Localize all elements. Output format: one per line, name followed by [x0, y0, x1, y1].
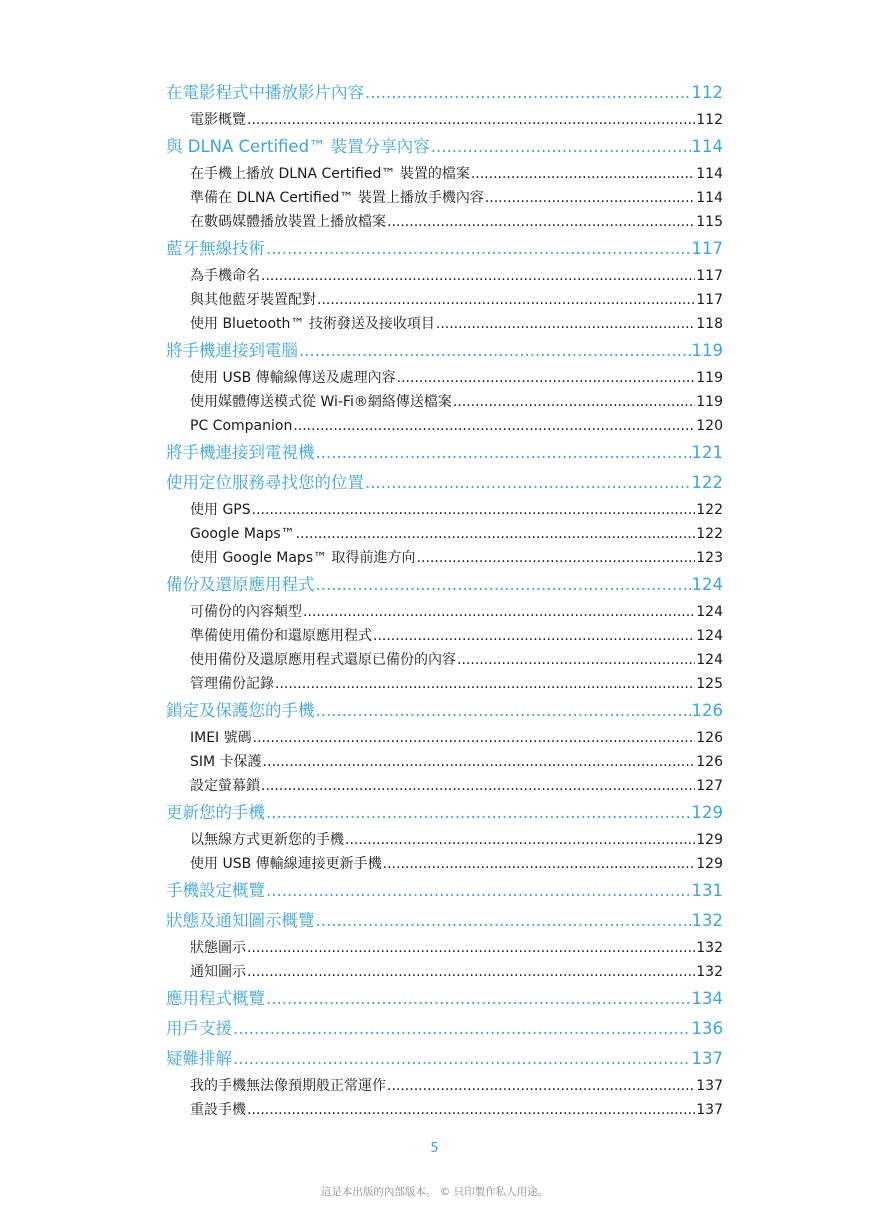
toc-section-page: 131: [691, 881, 723, 900]
toc-subsection-title: 使用備份及還原應用程式還原已備份的內容: [190, 652, 456, 668]
dot-leader: [365, 78, 691, 108]
toc-subsection-entry[interactable]: [0, 600, 723, 624]
toc-subsection-title: 使用媒體傳送模式從 Wi-Fi®網絡傳送檔案: [190, 394, 452, 410]
toc-subsection-entry[interactable]: [0, 750, 723, 774]
toc-subsection-title: 在數碼媒體播放裝置上播放檔案: [190, 214, 386, 230]
toc-subsection-page: 129: [696, 856, 723, 872]
toc-subsection-page: 124: [696, 652, 723, 668]
dot-leader: [266, 876, 691, 906]
toc-section-entry[interactable]: [0, 1014, 723, 1044]
toc-subsection-entry[interactable]: [0, 648, 723, 672]
toc-section-entry[interactable]: [0, 984, 723, 1014]
dot-leader: [233, 1044, 691, 1074]
toc-subsection-entry[interactable]: [0, 1074, 723, 1098]
toc-section-title: 備份及還原應用程式: [166, 575, 315, 594]
toc-subsection-title: 準備使用備份和還原應用程式: [190, 628, 372, 644]
toc-section-entry[interactable]: [0, 78, 723, 108]
dot-leader: [252, 498, 696, 522]
toc-subsection-title: 管理備份記錄: [190, 676, 274, 692]
toc-section-title: 與 DLNA Certified™ 裝置分享內容: [166, 137, 430, 156]
dot-leader: [383, 852, 696, 876]
toc-section-title: 疑難排解: [166, 1049, 232, 1068]
dot-leader: [387, 210, 695, 234]
toc-section-entry[interactable]: [0, 798, 723, 828]
toc-section-page: 132: [691, 911, 723, 930]
toc-subsection-page: 122: [696, 502, 723, 518]
toc-subsection-title: 為手機命名: [190, 268, 260, 284]
toc-section-page: 129: [691, 803, 723, 822]
toc-subsection-page: 127: [696, 778, 723, 794]
toc-subsection-entry[interactable]: [0, 414, 723, 438]
toc-section-page: 117: [691, 239, 723, 258]
toc-subsection-page: 132: [696, 940, 723, 956]
dot-leader: [299, 336, 691, 366]
toc-subsection-title: 電影概覽: [190, 112, 246, 128]
toc-subsection-page: 114: [696, 166, 723, 182]
toc-subsection-page: 117: [696, 292, 723, 308]
toc-subsection-page: 124: [696, 604, 723, 620]
toc-section-title: 鎖定及保護您的手機: [166, 701, 315, 720]
dot-leader: [457, 648, 695, 672]
toc-subsection-entry[interactable]: [0, 936, 723, 960]
toc-section-page: 112: [691, 83, 723, 102]
toc-section-title: 在電影程式中播放影片內容: [166, 83, 364, 102]
dot-leader: [316, 906, 691, 936]
dot-leader: [316, 438, 691, 468]
toc-section-page: 126: [691, 701, 723, 720]
toc-subsection-entry[interactable]: [0, 210, 723, 234]
toc-subsection-title: 重設手機: [190, 1102, 246, 1118]
toc-section-title: 用戶支援: [166, 1019, 232, 1038]
dot-leader: [317, 288, 695, 312]
toc-section-page: 136: [691, 1019, 723, 1038]
toc-subsection-title: 與其他藍牙裝置配對: [190, 292, 316, 308]
toc-subsection-page: 115: [696, 214, 723, 230]
toc-subsection-title: 使用 USB 傳輸線連接更新手機: [190, 856, 382, 872]
toc-subsection-title: 使用 Bluetooth™ 技術發送及接收項目: [190, 316, 435, 332]
dot-leader: [316, 570, 691, 600]
toc-subsection-page: 123: [696, 550, 723, 566]
dot-leader: [247, 936, 695, 960]
toc-subsection-title: 我的手機無法像預期般正常運作: [190, 1078, 386, 1094]
toc-section-page: 122: [691, 473, 723, 492]
toc-subsection-entry[interactable]: [0, 726, 723, 750]
toc-subsection-entry[interactable]: [0, 960, 723, 984]
toc-section-entry[interactable]: [0, 234, 723, 264]
toc-subsection-entry[interactable]: [0, 498, 723, 522]
toc-section-title: 手機設定概覽: [166, 881, 265, 900]
footer-note: 這是本出版的內部版本。 © 只印製作私人用途。: [320, 1186, 549, 1198]
toc-section-title: 更新您的手機: [166, 803, 265, 822]
toc-section-entry[interactable]: [0, 876, 723, 906]
toc-section-entry[interactable]: [0, 468, 723, 498]
toc-section-page: 119: [691, 341, 723, 360]
table-of-contents: [0, 78, 869, 1122]
toc-subsection-title: Google Maps™: [190, 526, 295, 542]
toc-subsection-title: IMEI 號碼: [190, 730, 252, 746]
dot-leader: [293, 414, 695, 438]
dot-leader: [266, 234, 691, 264]
toc-subsection-entry[interactable]: [0, 522, 723, 546]
dot-leader: [253, 726, 696, 750]
toc-subsection-entry[interactable]: [0, 312, 723, 336]
toc-section-entry[interactable]: [0, 1044, 723, 1074]
toc-subsection-page: 129: [696, 832, 723, 848]
dot-leader: [485, 186, 695, 210]
dot-leader: [296, 522, 696, 546]
toc-section-page: 114: [691, 137, 723, 156]
toc-subsection-title: 使用 GPS: [190, 502, 251, 518]
toc-subsection-page: 122: [696, 526, 723, 542]
toc-subsection-page: 137: [696, 1078, 723, 1094]
toc-subsection-title: 在手機上播放 DLNA Certified™ 裝置的檔案: [190, 166, 470, 182]
dot-leader: [266, 984, 691, 1014]
toc-section-title: 將手機連接到電視機: [166, 443, 315, 462]
toc-subsection-page: 137: [696, 1102, 723, 1118]
toc-section-entry[interactable]: [0, 696, 723, 726]
dot-leader: [233, 1014, 691, 1044]
dot-leader: [397, 366, 696, 390]
dot-leader: [345, 828, 695, 852]
dot-leader: [247, 108, 695, 132]
toc-subsection-entry[interactable]: [0, 390, 723, 414]
dot-leader: [387, 1074, 695, 1098]
dot-leader: [365, 468, 691, 498]
toc-subsection-title: SIM 卡保護: [190, 754, 262, 770]
toc-section-page: 134: [691, 989, 723, 1008]
toc-subsection-entry[interactable]: [0, 774, 723, 798]
toc-subsection-title: 使用 Google Maps™ 取得前進方向: [190, 550, 416, 566]
toc-section-title: 使用定位服務尋找您的位置: [166, 473, 364, 492]
dot-leader: [275, 672, 695, 696]
dot-leader: [436, 312, 695, 336]
dot-leader: [373, 624, 695, 648]
toc-section-title: 將手機連接到電腦: [166, 341, 298, 360]
toc-section-entry[interactable]: [0, 336, 723, 366]
toc-subsection-entry[interactable]: [0, 1098, 723, 1122]
toc-subsection-page: 132: [696, 964, 723, 980]
toc-subsection-entry[interactable]: [0, 366, 723, 390]
toc-subsection-entry[interactable]: [0, 624, 723, 648]
dot-leader: [266, 798, 691, 828]
toc-subsection-page: 119: [696, 370, 723, 386]
toc-subsection-title: 準備在 DLNA Certified™ 裝置上播放手機內容: [190, 190, 484, 206]
toc-subsection-entry[interactable]: [0, 186, 723, 210]
toc-section-title: 應用程式概覽: [166, 989, 265, 1008]
toc-subsection-page: 119: [696, 394, 723, 410]
dot-leader: [247, 960, 695, 984]
toc-section-title: 狀態及通知圖示概覽: [166, 911, 315, 930]
toc-section-entry[interactable]: [0, 570, 723, 600]
dot-leader: [431, 132, 691, 162]
dot-leader: [471, 162, 695, 186]
toc-subsection-title: 以無線方式更新您的手機: [190, 832, 344, 848]
toc-subsection-page: 124: [696, 628, 723, 644]
toc-section-entry[interactable]: [0, 132, 723, 162]
page-number: 5: [430, 1141, 439, 1156]
toc-subsection-page: 112: [696, 112, 723, 128]
toc-subsection-entry[interactable]: [0, 162, 723, 186]
toc-section-entry[interactable]: [0, 906, 723, 936]
toc-subsection-entry[interactable]: [0, 672, 723, 696]
dot-leader: [261, 774, 695, 798]
dot-leader: [247, 1098, 695, 1122]
dot-leader: [453, 390, 695, 414]
toc-subsection-page: 126: [696, 754, 723, 770]
toc-subsection-title: 可備份的內容類型: [190, 604, 302, 620]
toc-subsection-title: 通知圖示: [190, 964, 246, 980]
toc-section-page: 121: [691, 443, 723, 462]
toc-subsection-page: 118: [696, 316, 723, 332]
toc-subsection-title: PC Companion: [190, 418, 293, 434]
toc-subsection-title: 使用 USB 傳輸線傳送及處理內容: [190, 370, 396, 386]
toc-section-page: 124: [691, 575, 723, 594]
toc-subsection-entry[interactable]: [0, 108, 723, 132]
toc-subsection-page: 114: [696, 190, 723, 206]
toc-subsection-entry[interactable]: [0, 828, 723, 852]
dot-leader: [261, 264, 695, 288]
toc-subsection-title: 狀態圖示: [190, 940, 246, 956]
toc-subsection-page: 120: [696, 418, 723, 434]
dot-leader: [417, 546, 696, 570]
toc-subsection-entry[interactable]: [0, 288, 723, 312]
toc-section-title: 藍牙無線技術: [166, 239, 265, 258]
toc-subsection-entry[interactable]: [0, 264, 723, 288]
toc-subsection-page: 126: [696, 730, 723, 746]
dot-leader: [303, 600, 695, 624]
toc-subsection-page: 117: [696, 268, 723, 284]
toc-section-entry[interactable]: [0, 438, 723, 468]
toc-section-page: 137: [691, 1049, 723, 1068]
dot-leader: [316, 696, 691, 726]
toc-subsection-entry[interactable]: [0, 852, 723, 876]
toc-subsection-entry[interactable]: [0, 546, 723, 570]
toc-subsection-page: 125: [696, 676, 723, 692]
toc-subsection-title: 設定螢幕鎖: [190, 778, 260, 794]
dot-leader: [263, 750, 696, 774]
